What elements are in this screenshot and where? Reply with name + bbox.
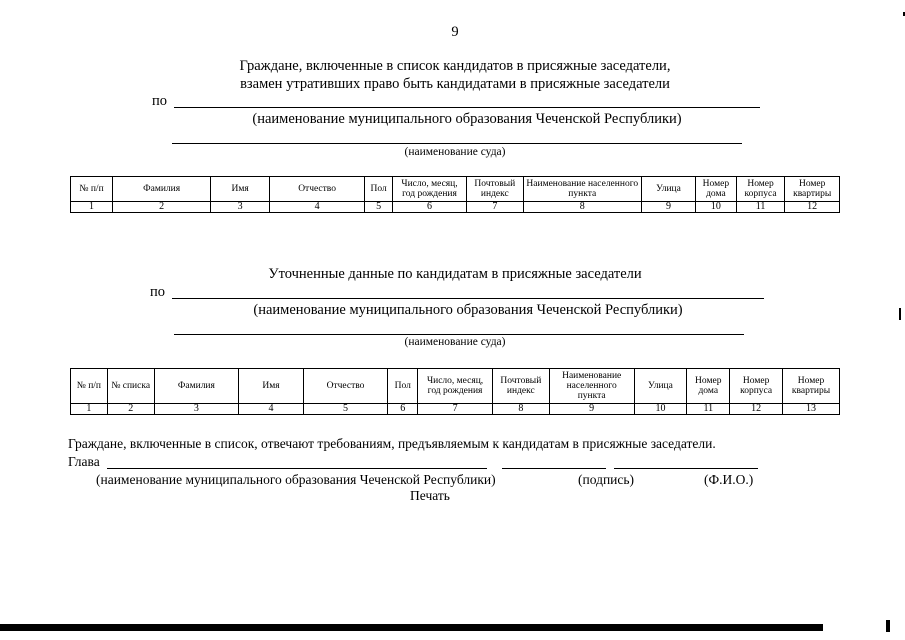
col-header: Наименование населенного пункта bbox=[549, 369, 634, 404]
footer-statement: Граждане, включенные в список, отвечают требованиям, предъявляемым к кандидатам в присяжные заседатели. bbox=[68, 436, 716, 451]
col-header: Число, месяц, год рождения bbox=[418, 369, 493, 404]
col-header: Фамилия bbox=[113, 177, 211, 202]
col-number: 2 bbox=[113, 202, 211, 213]
name-caption: (Ф.И.О.) bbox=[704, 472, 754, 487]
section1-municipality-caption: (наименование муниципального образования Чеченской Республики) bbox=[252, 111, 682, 127]
col-number: 11 bbox=[687, 404, 730, 415]
col-number: 12 bbox=[730, 404, 783, 415]
col-number: 4 bbox=[239, 404, 304, 415]
col-header: Номер квартиры bbox=[783, 369, 840, 404]
head-label: Глава bbox=[68, 454, 100, 469]
section1-court-line bbox=[172, 143, 742, 144]
col-header: № п/п bbox=[71, 177, 113, 202]
col-number: 3 bbox=[211, 202, 270, 213]
section1-municipality-line bbox=[174, 107, 760, 108]
section2-po-label: по bbox=[150, 284, 166, 300]
col-header: Фамилия bbox=[154, 369, 239, 404]
col-header: Почтовый индекс bbox=[492, 369, 549, 404]
section2-court-caption: (наименование суда) bbox=[404, 336, 506, 348]
col-header: Номер дома bbox=[687, 369, 730, 404]
col-number: 10 bbox=[634, 404, 687, 415]
stamp-label: Печать bbox=[410, 488, 450, 503]
head-municipality-line bbox=[107, 468, 487, 469]
col-header: Отчество bbox=[269, 177, 364, 202]
section1-court-caption: (наименование суда) bbox=[404, 146, 506, 158]
col-number: 7 bbox=[418, 404, 493, 415]
col-number: 12 bbox=[785, 202, 840, 213]
section2-table bbox=[70, 368, 840, 415]
page-number: 9 bbox=[451, 24, 459, 40]
name-line bbox=[614, 468, 758, 469]
col-number: 11 bbox=[736, 202, 785, 213]
signature-caption: (подпись) bbox=[578, 472, 635, 487]
col-header: Отчество bbox=[303, 369, 388, 404]
signature-line bbox=[502, 468, 606, 469]
section1-title-line1: Граждане, включенные в список кандидатов в присяжные заседатели, bbox=[239, 58, 671, 74]
col-number: 6 bbox=[393, 202, 467, 213]
col-header: Улица bbox=[641, 177, 695, 202]
col-number: 1 bbox=[71, 404, 108, 415]
col-header: № п/п bbox=[71, 369, 108, 404]
col-header: Наименование населенного пункта bbox=[523, 177, 641, 202]
col-header: Номер корпуса bbox=[730, 369, 783, 404]
col-number: 9 bbox=[549, 404, 634, 415]
col-header: Номер дома bbox=[696, 177, 737, 202]
section2-municipality-caption: (наименование муниципального образования Чеченской Республики) bbox=[253, 302, 683, 318]
col-number: 4 bbox=[269, 202, 364, 213]
col-header: Почтовый индекс bbox=[467, 177, 524, 202]
col-number: 5 bbox=[365, 202, 393, 213]
col-header: Пол bbox=[388, 369, 418, 404]
head-municipality-caption: (наименование муниципального образования Чеченской Республики) bbox=[96, 472, 496, 487]
section1-title-line2: взамен утративших право быть кандидатами в присяжные заседатели bbox=[240, 76, 670, 92]
section1-po-label: по bbox=[152, 93, 168, 109]
scan-edge-bar bbox=[0, 624, 823, 631]
col-number: 2 bbox=[107, 404, 154, 415]
col-header: Номер квартиры bbox=[785, 177, 840, 202]
scan-edge-mark bbox=[886, 620, 890, 632]
col-number: 10 bbox=[696, 202, 737, 213]
section2-court-line bbox=[174, 334, 744, 335]
section2-title: Уточненные данные по кандидатам в присяжные заседатели bbox=[268, 266, 642, 282]
col-header: Номер корпуса bbox=[736, 177, 785, 202]
col-header: Пол bbox=[365, 177, 393, 202]
col-number: 1 bbox=[71, 202, 113, 213]
col-number: 7 bbox=[467, 202, 524, 213]
scan-edge-mark bbox=[899, 308, 901, 320]
col-number: 3 bbox=[154, 404, 239, 415]
col-header: Число, месяц, год рождения bbox=[393, 177, 467, 202]
col-header: Имя bbox=[211, 177, 270, 202]
section2-municipality-line bbox=[172, 298, 764, 299]
col-number: 8 bbox=[492, 404, 549, 415]
col-number: 13 bbox=[783, 404, 840, 415]
col-header: Имя bbox=[239, 369, 304, 404]
col-number: 5 bbox=[303, 404, 388, 415]
col-header: Улица bbox=[634, 369, 687, 404]
col-header: № списка bbox=[107, 369, 154, 404]
section1-table bbox=[70, 176, 840, 213]
col-number: 9 bbox=[641, 202, 695, 213]
col-number: 8 bbox=[523, 202, 641, 213]
col-number: 6 bbox=[388, 404, 418, 415]
